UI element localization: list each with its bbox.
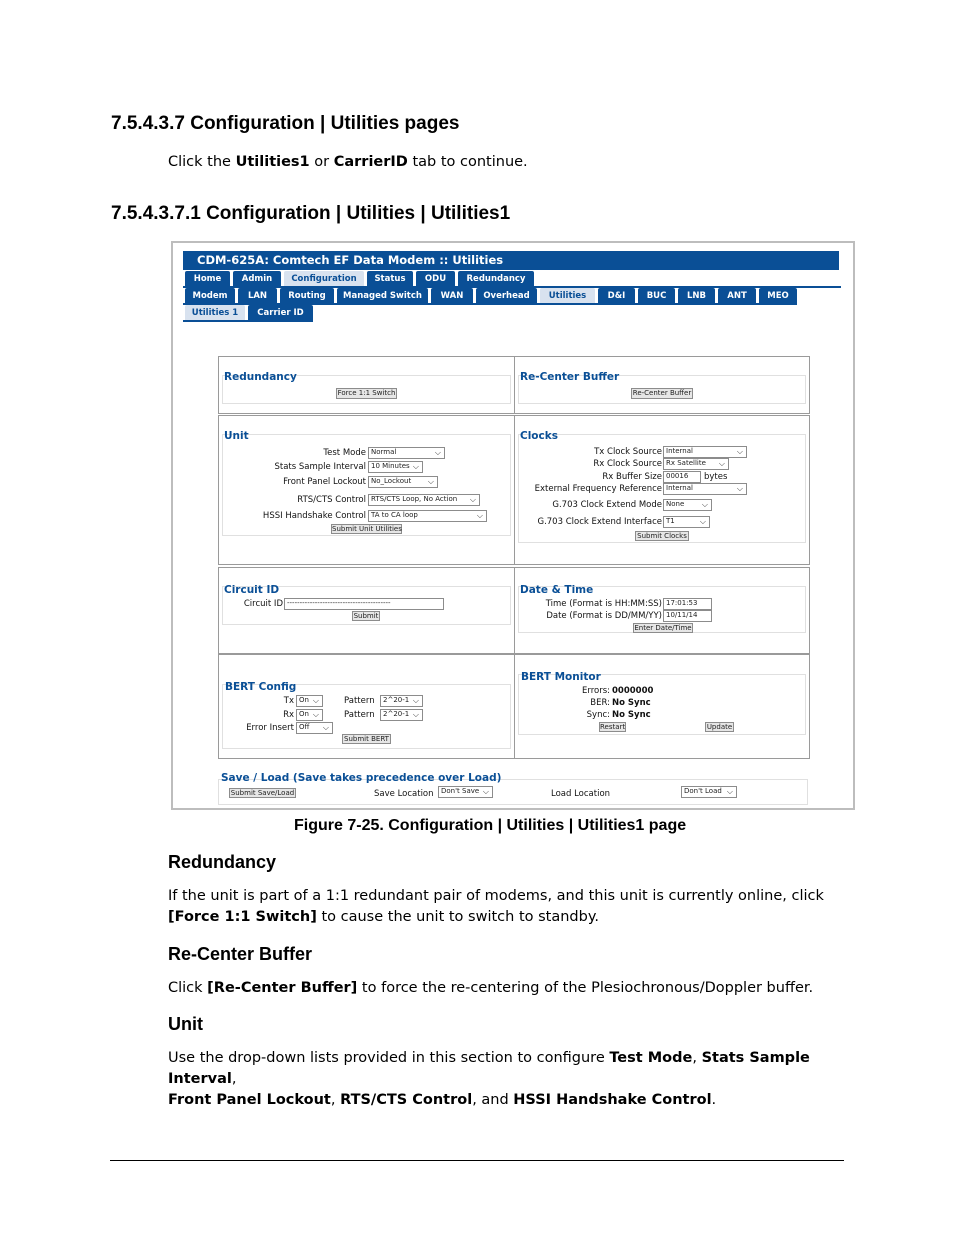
- recenter-buffer-button[interactable]: Re-Center Buffer: [632, 389, 692, 397]
- unit-heading: Unit: [168, 1014, 203, 1034]
- tab-meo[interactable]: MEO: [759, 288, 797, 304]
- ext-freq-ref-label: External Frequency Reference: [534, 484, 662, 494]
- stats-interval-select[interactable]: 10 Minutes ⌵: [368, 461, 423, 473]
- bert-sync-value: No Sync: [612, 710, 651, 720]
- bert-update-button[interactable]: Update: [706, 723, 733, 731]
- g703-interface-label: G.703 Clock Extend Interface: [537, 517, 662, 527]
- tab-admin[interactable]: Admin: [233, 271, 281, 287]
- footer-rule: [110, 1160, 844, 1161]
- rx-buffer-size-input[interactable]: 00016: [663, 471, 701, 483]
- tab-managed-switch[interactable]: Managed Switch: [337, 288, 428, 304]
- load-location-select[interactable]: Don't Load ⌵: [681, 786, 737, 798]
- bert-errors-label: Errors:: [581, 686, 610, 696]
- bert-ber-label: BER:: [590, 698, 610, 708]
- tab-utilities[interactable]: Utilities: [540, 288, 595, 304]
- tx-clock-source-select[interactable]: Internal ⌵: [663, 446, 747, 458]
- time-input[interactable]: 17:01:53: [663, 598, 712, 610]
- save-load-title: Save / Load (Save takes precedence over Load): [221, 772, 502, 784]
- bert-config-panel: [218, 654, 515, 759]
- tab-lan[interactable]: LAN: [238, 288, 277, 304]
- rts-cts-select[interactable]: RTS/CTS Loop, No Action ⌵: [368, 494, 480, 506]
- pattern-1-select[interactable]: 2^20-1 ⌵: [380, 695, 423, 707]
- bert-tx-label: Tx: [283, 696, 294, 706]
- pattern-1-label: Pattern: [344, 696, 375, 706]
- redundancy-paragraph: If the unit is part of a 1:1 redundant pair of modems, and this unit is currently online, click [Force 1:1 Switch] to cause the unit to switch to standby.: [168, 888, 824, 925]
- tab-wan[interactable]: WAN: [431, 288, 473, 304]
- tab-carrier-id[interactable]: Carrier ID: [248, 305, 313, 321]
- enter-date-time-button[interactable]: Enter Date/Time: [634, 624, 692, 632]
- g703-interface-select[interactable]: T1 ⌵: [663, 516, 710, 528]
- rts-cts-label: RTS/CTS Control: [297, 495, 366, 505]
- unit-title: Unit: [224, 430, 249, 442]
- chevron-down-icon: ⌵: [412, 710, 419, 719]
- utilities1-screenshot: [171, 241, 855, 810]
- test-mode-label: Test Mode: [323, 448, 366, 458]
- tab-configuration[interactable]: Configuration: [284, 271, 364, 287]
- chevron-down-icon: ⌵: [736, 447, 743, 456]
- circuit-id-title: Circuit ID: [224, 584, 280, 596]
- bert-monitor-panel: [514, 654, 810, 759]
- section-heading-utilities1: 7.5.4.3.7.1 Configuration | Utilities | Utilities1: [111, 203, 511, 224]
- save-location-label: Save Location: [374, 789, 434, 799]
- rx-buffer-size-label: Rx Buffer Size: [602, 472, 662, 482]
- date-input[interactable]: 10/11/14: [663, 610, 712, 622]
- chevron-down-icon: ⌵: [726, 787, 733, 796]
- bert-tx-select[interactable]: On ⌵: [296, 695, 323, 707]
- bert-monitor-title: BERT Monitor: [521, 671, 601, 683]
- tab-utilities-1[interactable]: Utilities 1: [185, 305, 245, 321]
- figure-caption: Figure 7-25. Configuration | Utilities | Utilities1 page: [294, 817, 687, 834]
- circuit-id-label: Circuit ID: [243, 599, 283, 609]
- date-time-title: Date & Time: [520, 584, 594, 596]
- chevron-down-icon: ⌵: [322, 723, 329, 732]
- redundancy-heading: Redundancy: [168, 852, 277, 872]
- app-title-bar: CDM-625A: Comtech EF Data Modem :: Utilities: [183, 251, 839, 270]
- tab-row3-rule: [183, 320, 313, 322]
- submit-save-load-button[interactable]: Submit Save/Load: [230, 789, 295, 797]
- unit-paragraph: Use the drop-down lists provided in this section to configure Test Mode, Stats Sample Interval, Front Panel Lockout, RTS/CTS Control, and HSSI Handshake Control.: [168, 1050, 810, 1108]
- tab-redundancy[interactable]: Redundancy: [458, 271, 534, 287]
- force-switch-button[interactable]: Force 1:1 Switch: [337, 389, 396, 397]
- submit-circuit-id-button[interactable]: Submit: [353, 612, 379, 620]
- circuit-id-panel: [218, 567, 515, 654]
- chevron-down-icon: ⌵: [482, 787, 489, 796]
- tab-status[interactable]: Status: [367, 271, 413, 287]
- tab-overhead[interactable]: Overhead: [476, 288, 537, 304]
- redundancy-title: Redundancy: [224, 371, 297, 383]
- intro-paragraph: Click the Utilities1 or CarrierID tab to continue.: [168, 154, 528, 170]
- rx-clock-source-label: Rx Clock Source: [593, 459, 662, 469]
- stats-interval-label: Stats Sample Interval: [274, 462, 366, 472]
- bert-restart-button[interactable]: Restart: [600, 723, 626, 731]
- save-location-select[interactable]: Don't Save ⌵: [438, 786, 493, 798]
- tab-routing[interactable]: Routing: [280, 288, 334, 304]
- tab-buc[interactable]: BUC: [638, 288, 675, 304]
- tab-lnb[interactable]: LNB: [678, 288, 715, 304]
- tab-ant[interactable]: ANT: [718, 288, 756, 304]
- date-time-panel: [514, 567, 810, 654]
- chevron-down-icon: ⌵: [476, 511, 483, 520]
- tab-di[interactable]: D&I: [598, 288, 635, 304]
- error-insert-label: Error Insert: [246, 723, 294, 733]
- chevron-down-icon: ⌵: [412, 462, 419, 471]
- time-label: Time (Format is HH:MM:SS): [545, 599, 662, 609]
- submit-bert-button[interactable]: Submit BERT: [342, 734, 391, 744]
- chevron-down-icon: ⌵: [312, 710, 319, 719]
- clocks-panel: [514, 415, 810, 565]
- submit-clocks-button[interactable]: Submit Clocks: [635, 531, 689, 541]
- front-panel-lockout-select[interactable]: No_Lockout ⌵: [368, 476, 438, 488]
- chevron-down-icon: ⌵: [699, 517, 706, 526]
- submit-unit-utilities-button[interactable]: Submit Unit Utilities: [332, 525, 402, 533]
- front-panel-lockout-label: Front Panel Lockout: [283, 477, 366, 487]
- recenter-title: Re-Center Buffer: [520, 371, 620, 383]
- load-location-label: Load Location: [551, 789, 611, 799]
- hssi-handshake-label: HSSI Handshake Control: [262, 511, 366, 521]
- date-label: Date (Format is DD/MM/YY): [546, 611, 662, 621]
- redundancy-panel: [218, 356, 515, 414]
- chevron-down-icon: ⌵: [427, 477, 434, 486]
- chevron-down-icon: ⌵: [434, 448, 441, 457]
- bert-errors-value: 0000000: [612, 686, 654, 696]
- chevron-down-icon: ⌵: [412, 696, 419, 705]
- ext-freq-ref-select[interactable]: Internal ⌵: [663, 483, 747, 495]
- unit-panel: [218, 415, 515, 565]
- test-mode-select[interactable]: Normal ⌵: [368, 447, 445, 459]
- bert-ber-value: No Sync: [612, 698, 651, 708]
- g703-mode-select[interactable]: None ⌵: [663, 499, 712, 511]
- tx-clock-source-label: Tx Clock Source: [594, 447, 662, 457]
- recenter-heading: Re-Center Buffer: [168, 944, 313, 964]
- bert-rx-select[interactable]: On ⌵: [296, 709, 323, 721]
- rx-clock-source-select[interactable]: Rx Satellite ⌵: [663, 458, 729, 470]
- g703-mode-label: G.703 Clock Extend Mode: [552, 500, 662, 510]
- circuit-id-input[interactable]: -----------------------------------------: [284, 598, 444, 610]
- tab-modem[interactable]: Modem: [185, 288, 235, 304]
- bert-sync-label: Sync:: [586, 710, 610, 720]
- error-insert-select[interactable]: Off ⌵: [296, 722, 333, 734]
- chevron-down-icon: ⌵: [701, 500, 708, 509]
- clocks-title: Clocks: [520, 430, 558, 442]
- pattern-2-select[interactable]: 2^20-1 ⌵: [380, 709, 423, 721]
- recenter-paragraph: Click [Re-Center Buffer] to force the re-centering of the Plesiochronous/Doppler buffer.: [168, 980, 814, 996]
- pattern-2-label: Pattern: [344, 710, 375, 720]
- section-heading-utilities: 7.5.4.3.7 Configuration | Utilities pages: [111, 113, 460, 134]
- bert-config-title: BERT Config: [225, 681, 297, 693]
- chevron-down-icon: ⌵: [469, 495, 476, 504]
- tab-home[interactable]: Home: [185, 271, 230, 287]
- rx-buffer-unit: bytes: [704, 472, 728, 482]
- hssi-handshake-select[interactable]: TA to CA loop ⌵: [368, 510, 487, 522]
- bert-rx-label: Rx: [283, 710, 294, 720]
- tab-odu[interactable]: ODU: [416, 271, 455, 287]
- recenter-panel: [514, 356, 810, 414]
- chevron-down-icon: ⌵: [736, 484, 743, 493]
- chevron-down-icon: ⌵: [312, 696, 319, 705]
- chevron-down-icon: ⌵: [718, 459, 725, 468]
